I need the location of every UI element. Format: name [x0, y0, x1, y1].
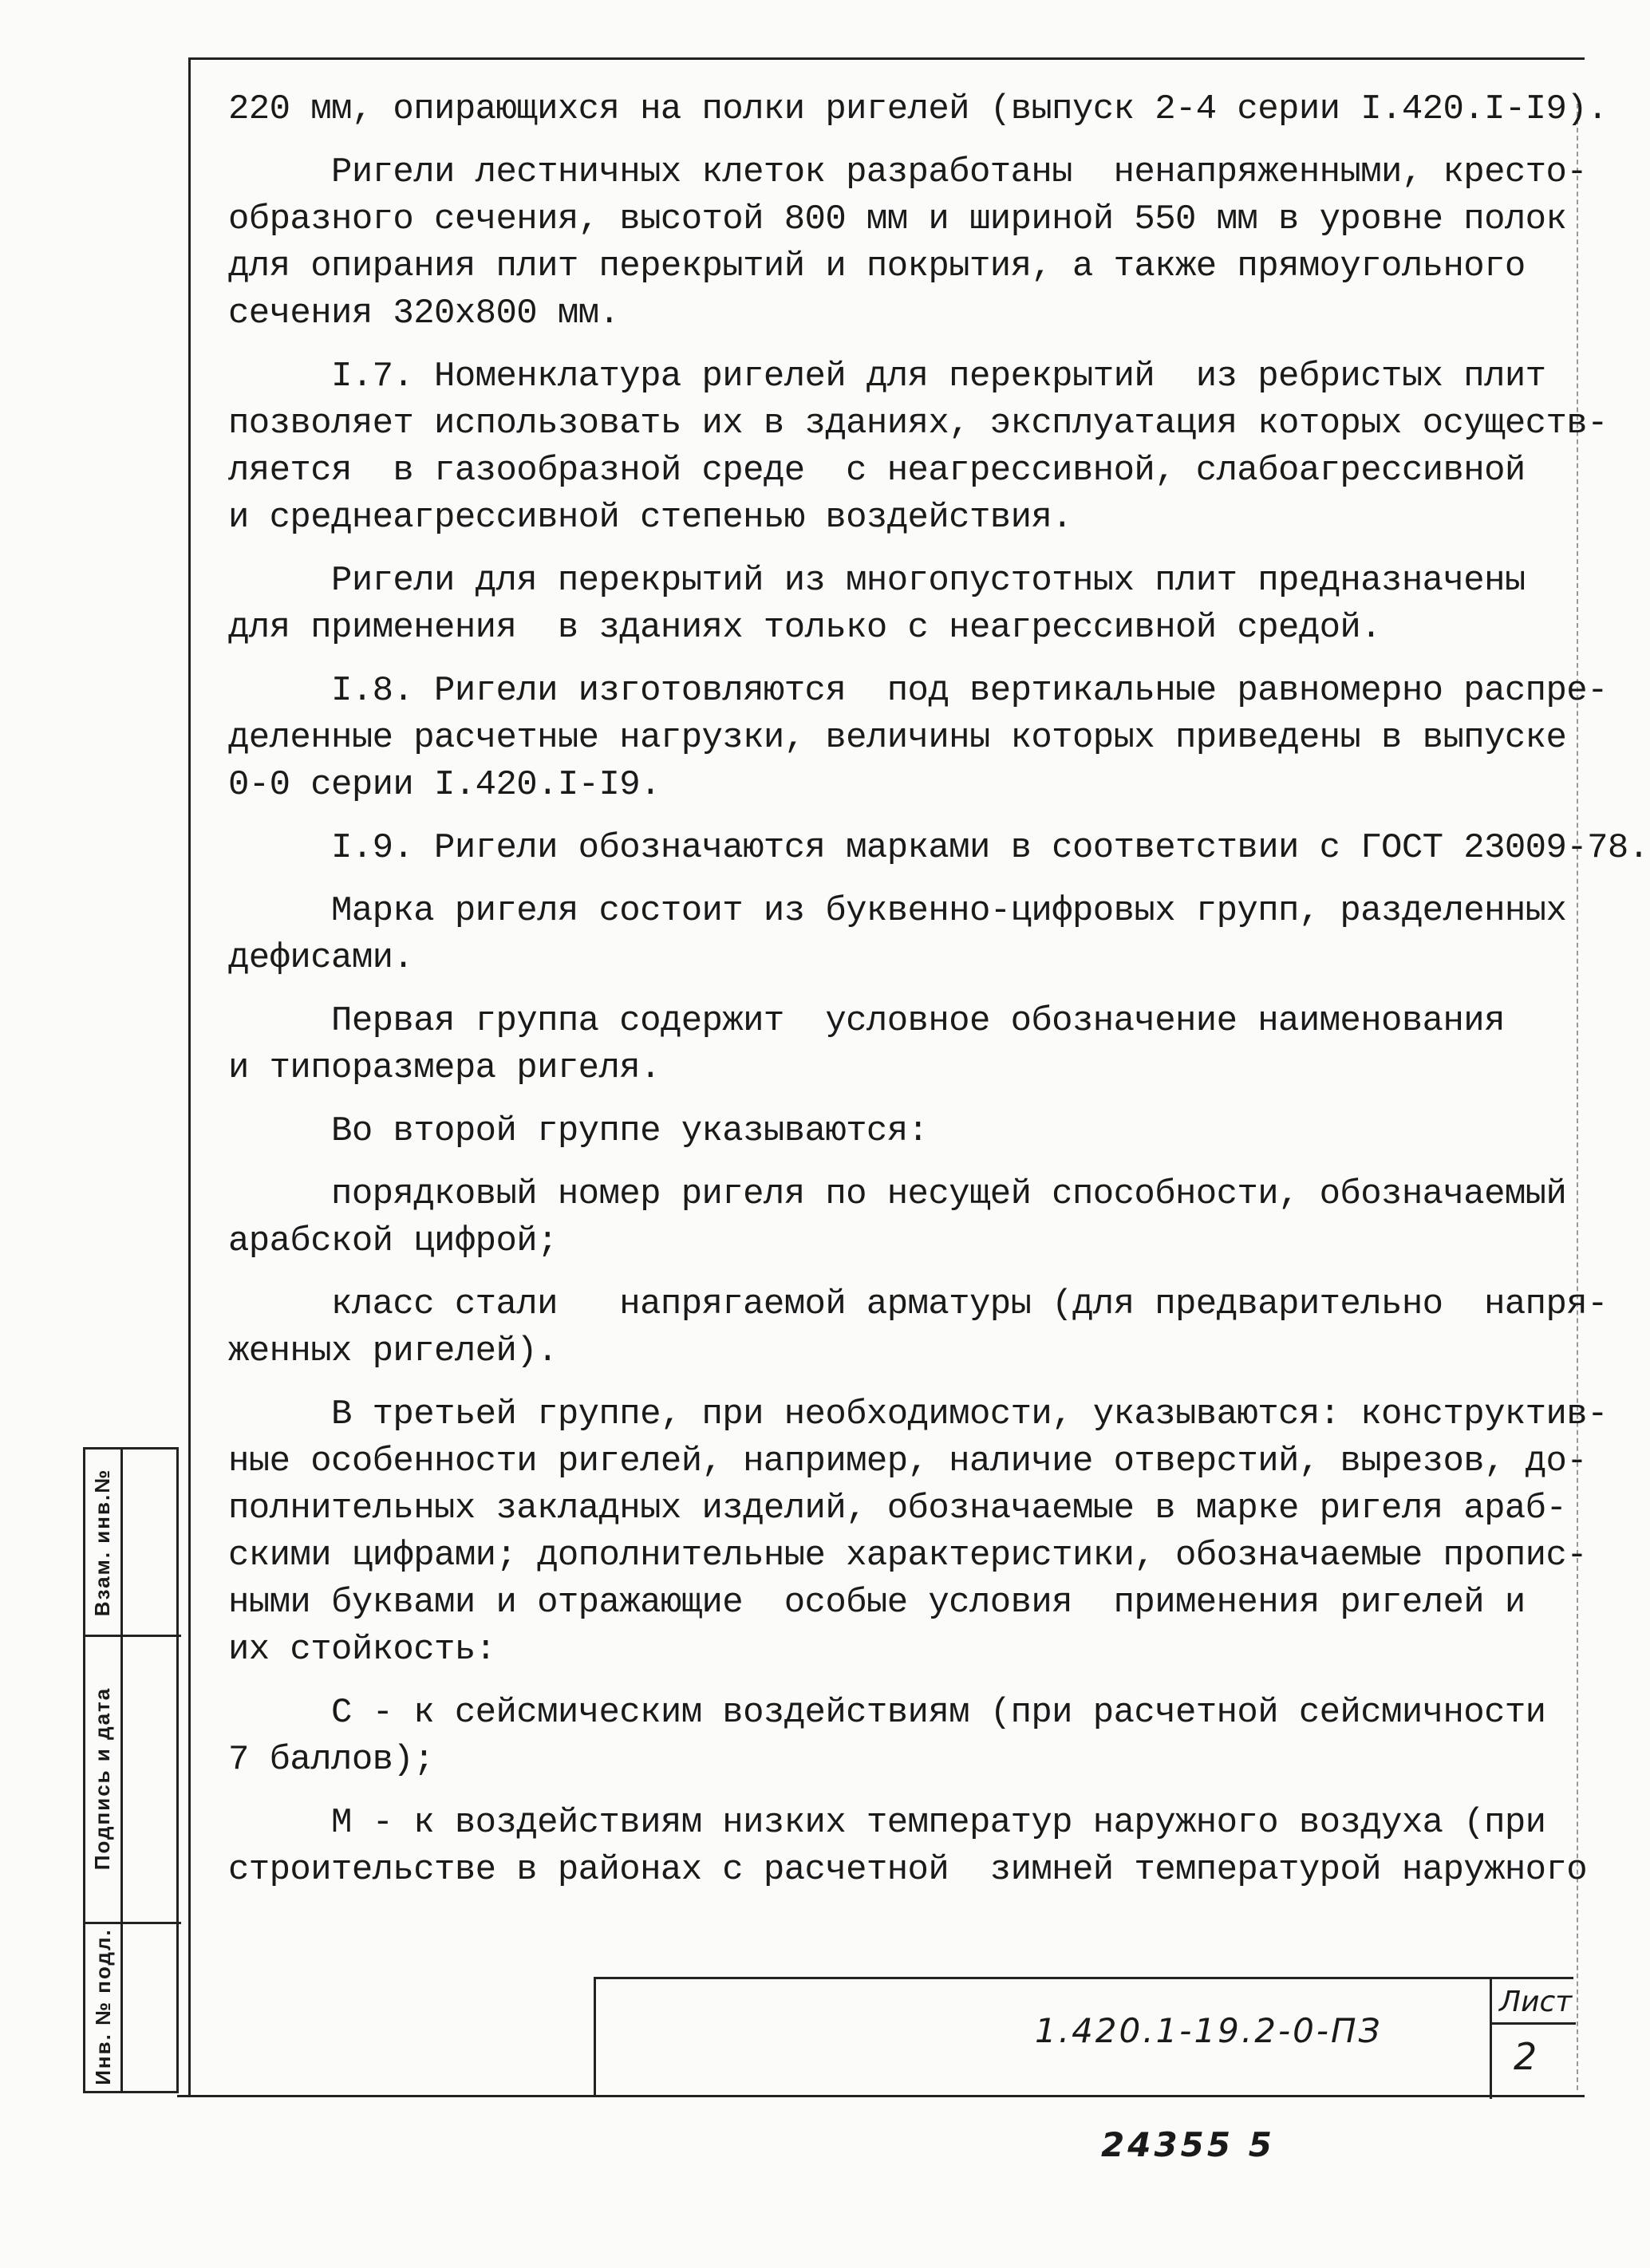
frame-top-line [188, 57, 1585, 60]
text-line: класс стали напрягаемой арматуры (для предварительно напря- [228, 1284, 1608, 1324]
text-line: Первая группа содержит условное обозначение наименования [228, 1001, 1505, 1041]
text-line: Ригели лестничных клеток разработаны ненапряженными, кресто- [228, 152, 1588, 192]
stamp-field-original-inventory: Инв. № подл. [90, 1927, 115, 2085]
text-line: скими цифрами; дополнительные характеристики, обозначаемые пропис- [228, 1536, 1588, 1576]
stamp-field-replacement-inventory: Взам. инв.№ [90, 1468, 115, 1616]
text-line: Во второй группе указываются: [228, 1111, 929, 1151]
body-text [228, 86, 1649, 1894]
text-line: 7 баллов); [228, 1740, 435, 1780]
frame-right-edge [1577, 96, 1578, 2090]
text-line: М - к воздействиям низких температур наружного воздуха (при [228, 1803, 1546, 1843]
stamp-field-signature-date: Подпись и дата [90, 1686, 115, 1870]
text-line: арабской цифрой; [228, 1221, 558, 1261]
text-line: их стойкость: [228, 1630, 496, 1670]
text-line: позволяет использовать их в зданиях, эксплуатация которых осуществ- [228, 404, 1608, 444]
text-line: Ригели для перекрытий из многопустотных плит предназначены [228, 561, 1526, 601]
archive-number: 24355 5 [1101, 2125, 1275, 2164]
text-line: I.7. Номенклатура ригелей для перекрытий из ребристых плит [228, 357, 1546, 396]
text-line: ные особенности ригелей, например, наличие отверстий, вырезов, до- [228, 1442, 1588, 1481]
text-line: полнительных закладных изделий, обозначаемые в марке ригеля араб- [228, 1489, 1567, 1528]
frame-left-line [188, 57, 191, 2096]
text-line: строительстве в районах с расчетной зимней температурой наружного [228, 1850, 1588, 1890]
text-line: 0-0 серии I.420.I-I9. [228, 765, 661, 805]
text-line: сечения 320х800 мм. [228, 294, 620, 333]
text-line: I.8. Ригели изготовляются под вертикальные равномерно распре- [228, 671, 1608, 711]
text-line: для применения в зданиях только с неагрессивной средой. [228, 608, 1382, 648]
text-line: порядковый номер ригеля по несущей способности, обозначаемый [228, 1174, 1567, 1214]
text-line: ляется в газообразной среде с неагрессивной, слабоагрессивной [228, 451, 1526, 491]
sheet-label: Лист [1499, 1986, 1573, 2018]
sheet-number: 2 [1514, 2035, 1538, 2078]
title-block [594, 1977, 1573, 2096]
text-line: дефисами. [228, 938, 414, 978]
text-line: 220 мм, опирающихся на полки ригелей (выпуск 2-4 серии I.420.I-I9). [228, 89, 1608, 129]
text-line: деленные расчетные нагрузки, величины которых приведены в выпуске [228, 718, 1567, 758]
margin-stamp [83, 1447, 179, 2093]
stamp-value-column [120, 1450, 181, 2091]
document-code: 1.420.1-19.2-0-ПЗ [1035, 2011, 1383, 2050]
text-line: В третьей группе, при необходимости, указываются: конструктив- [228, 1394, 1608, 1434]
text-line: образного сечения, высотой 800 мм и шириной 550 мм в уровне полок [228, 199, 1567, 239]
text-line: и типоразмера ригеля. [228, 1048, 661, 1088]
text-line: I.9. Ригели обозначаются марками в соответствии с ГОСТ 23009-78. [228, 828, 1649, 868]
text-line: женных ригелей). [228, 1331, 558, 1371]
text-line: Марка ригеля состоит из буквенно-цифровых групп, разделенных [228, 891, 1567, 931]
text-line: и среднеагрессивной степенью воздействия. [228, 498, 1072, 538]
text-line: С - к сейсмическим воздействиям (при расчетной сейсмичности [228, 1693, 1546, 1733]
text-line: для опирания плит перекрытий и покрытия, а также прямоугольного [228, 247, 1526, 286]
text-line: ными буквами и отражающие особые условия применения ригелей и [228, 1583, 1526, 1623]
